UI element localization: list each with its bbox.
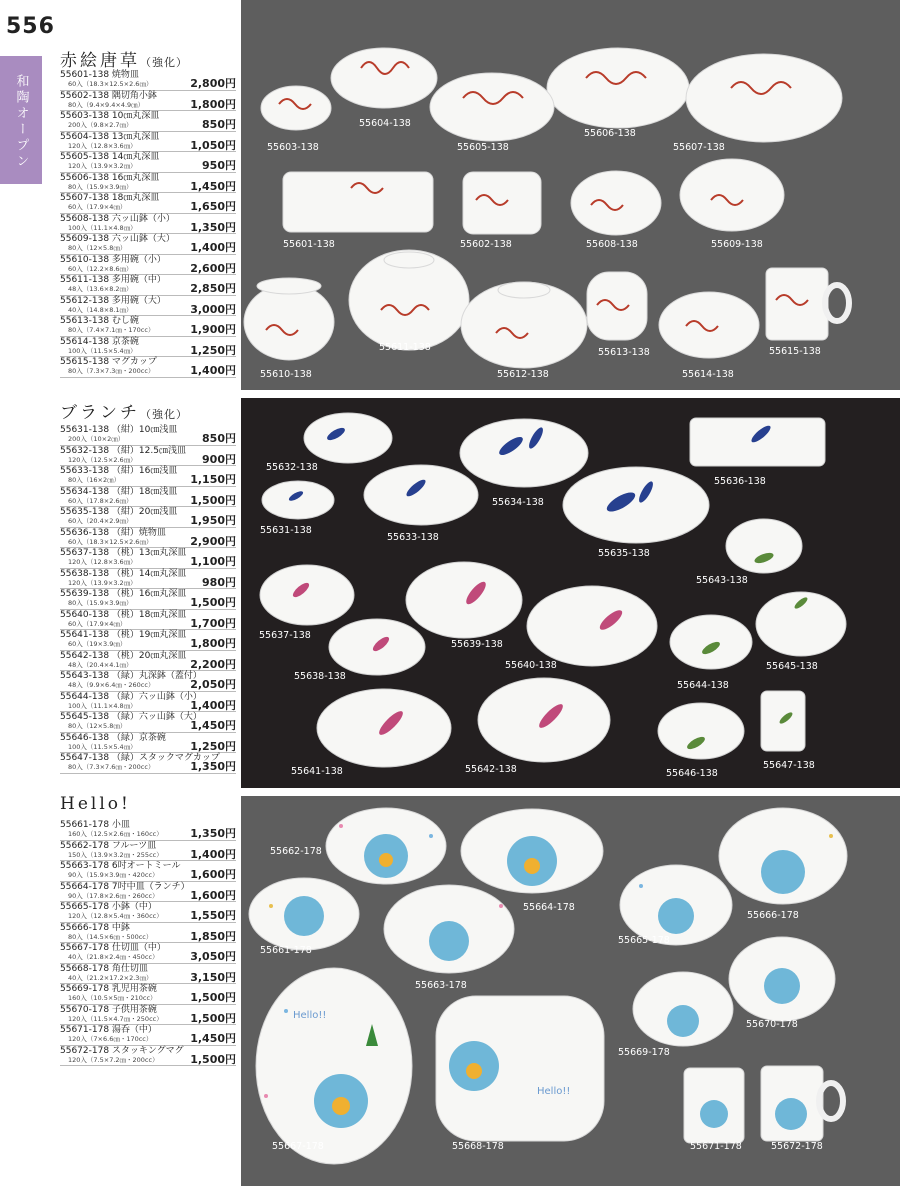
product-name: 55667-178 仕切皿（中） [60,943,166,953]
product-name: 55642-138 （桃）20㎝丸深皿 [60,650,187,661]
product-row [60,132,236,153]
product-name: 55614-138 京茶碗 [60,336,139,347]
divided-plate-55667 [256,968,412,1164]
photo-panel-hello [241,796,900,1186]
product-spec: 40入（14.8×8.1㎝） [68,305,133,314]
product-spec: 160入（12.5×2.6㎝・160cc） [68,830,163,838]
product-price: 900円 [202,452,236,466]
page-number: 556 [6,14,55,39]
product-price: 1,500円 [190,991,236,1004]
bowl-55608 [571,171,661,235]
photo-label: 55605-138 [457,142,509,153]
photo-label: 55668-178 [452,1141,504,1152]
product-name: 55603-138 10㎝丸深皿 [60,111,160,121]
product-spec: 80入（7.3×7.6㎝・200cc） [68,763,155,771]
photo-label: 55608-138 [586,239,638,250]
photo-label: 55631-138 [260,525,312,536]
product-row [60,255,236,276]
product-name: 55666-178 中鉢 [60,922,130,933]
product-name: 55609-138 六ッ山鉢（大） [60,234,175,244]
product-spec: 100入（11.5×5.4㎝） [68,742,137,751]
product-row [60,671,236,692]
product-spec: 120入（13.9×3.2㎝） [68,162,137,170]
product-price: 2,900円 [190,534,236,548]
product-price: 850円 [202,432,236,445]
product-name: 55668-178 角仕切皿 [60,963,148,974]
product-price: 1,450円 [190,719,236,732]
plate-55601 [283,172,433,232]
product-row [60,425,236,446]
product-row [60,152,236,173]
product-spec: 200入（10×2㎝） [68,435,125,443]
photo-label: 55671-178 [690,1141,742,1152]
product-price: 1,500円 [190,1011,236,1025]
product-spec: 60入（19×3.9㎝） [68,640,127,648]
product-price: 1,500円 [190,1052,236,1066]
photo-label: 55638-138 [294,671,346,682]
photo-label: 55645-138 [766,661,818,672]
product-name: 55615-138 マグカップ [60,357,157,367]
product-name: 55645-138 （緑）六ッ山鉢（大） [60,712,202,722]
photo-label: 55633-138 [387,532,439,543]
section-title-branch [60,398,188,423]
product-row [60,733,236,754]
product-row [60,841,236,862]
product-row [60,1025,236,1046]
product-row [60,446,236,467]
product-row [60,984,236,1005]
bowl-55637 [260,565,354,625]
product-row [60,487,236,508]
product-name: 55606-138 16㎝丸深皿 [60,172,160,183]
product-spec: 40入（21.8×2.4㎝・450cc） [68,953,159,961]
photo-label: 55634-138 [492,497,544,508]
product-row [60,861,236,882]
photo-label: 55641-138 [291,766,343,777]
product-price: 980円 [202,575,236,589]
product-name: 55665-178 小鉢（中） [60,902,157,912]
bowl-55604 [331,48,437,108]
photo-label: 55637-138 [259,630,311,641]
product-spec: 80入（15.9×3.9㎝） [68,599,133,607]
product-row [60,589,236,610]
product-price: 2,600円 [190,261,236,275]
product-name: 55638-138 （桃）14㎝丸深皿 [60,568,187,579]
photo-label: 55672-178 [771,1141,823,1152]
photo-label: 55604-138 [359,118,411,129]
product-name: 55661-178 小皿 [60,820,130,830]
product-row [60,943,236,964]
product-spec: 120入（7×6.6㎝・170cc） [68,1035,153,1043]
product-price: 1,350円 [190,220,236,234]
product-row [60,1005,236,1026]
product-row [60,548,236,569]
product-row [60,712,236,733]
photo-label: 55635-138 [598,548,650,559]
lid-55611 [384,252,434,268]
product-spec: 60入（17.8×2.6㎝） [68,496,133,505]
photo-branch-products [241,398,900,788]
product-row [60,357,236,378]
product-row [60,569,236,590]
product-spec: 120入（12.8×3.6㎝） [68,141,137,150]
photo-label: 55643-138 [696,575,748,586]
section-subtitle: （強化） [140,56,188,69]
photo-label: 55663-178 [415,980,467,991]
product-price: 3,150円 [190,970,236,984]
product-price: 1,950円 [190,514,236,527]
product-price: 1,700円 [190,616,236,630]
photo-label: 55609-138 [711,239,763,250]
product-row [60,193,236,214]
bowl-55610 [244,284,334,360]
product-spec: 60入（17.9×4㎝） [68,619,127,628]
photo-akae-products [241,0,900,390]
product-price: 2,850円 [190,282,236,295]
product-name: 55644-138 （緑）六ッ山鉢（小） [60,691,202,702]
photo-label: 55614-138 [682,369,734,380]
product-row [60,466,236,487]
product-name: 55608-138 六ッ山鉢（小） [60,213,175,224]
product-spec: 80入（7.3×7.3㎝・200cc） [68,367,155,375]
product-spec: 200入（9.8×2.7㎝） [68,121,133,129]
product-spec: 60入（20.4×2.9㎝） [68,517,133,525]
photo-label: 55640-138 [505,660,557,671]
product-price: 1,400円 [190,847,236,861]
product-name: 55601-138 焼物皿 [60,70,139,80]
product-price: 1,350円 [190,827,236,840]
product-spec: 100入（11.1×4.8㎝） [68,701,137,710]
product-spec: 80入（12×5.8㎝） [68,244,127,252]
product-name: 55663-178 6吋オートミール [60,861,181,871]
product-price: 1,400円 [190,698,236,712]
product-row [60,753,236,774]
product-list-akae [60,70,236,378]
bowl-55609 [680,159,784,231]
product-row [60,923,236,944]
product-spec: 120入（12.8×3.6㎝） [68,558,137,566]
product-name: 55612-138 多用碗（大） [60,295,166,306]
plate-text: Hello!! [537,1086,571,1097]
product-name: 55662-178 フルーツ皿 [60,840,157,851]
product-name: 55613-138 むし碗 [60,316,139,326]
photo-label: 55661-178 [260,945,312,956]
product-price: 1,100円 [190,555,236,568]
bowl-55639 [406,562,522,638]
product-row [60,651,236,672]
photo-panel-branch [241,398,900,788]
bowl-55606 [547,48,689,128]
photo-label: 55666-178 [747,910,799,921]
product-spec: 120入（12.5×2.6㎝） [68,455,137,464]
bowl-55644 [670,615,752,669]
product-price: 850円 [202,118,236,131]
product-spec: 80入（16×2㎝） [68,476,121,484]
product-spec: 48入（9.9×6.4㎝・260cc） [68,681,155,689]
product-price: 3,050円 [190,950,236,963]
product-spec: 60入（18.3×12.5×2.6㎝） [68,80,153,88]
product-row [60,70,236,91]
photo-panel-akae [241,0,900,390]
photo-label: 55610-138 [260,369,312,380]
product-spec: 80入（15.9×3.9㎝） [68,182,133,191]
product-list-hello [60,820,236,1066]
product-price: 1,500円 [190,596,236,609]
product-price: 1,600円 [190,868,236,881]
product-price: 2,800円 [190,77,236,90]
side-category-tab: 和陶オープン [0,56,42,184]
product-price: 1,450円 [190,179,236,193]
product-spec: 160入（10.5×5㎝・210cc） [68,994,157,1002]
product-price: 1,800円 [190,97,236,111]
section-title-text: ブランチ [60,403,140,423]
product-name: 55636-138 （紺）焼物皿 [60,527,166,538]
product-row [60,820,236,841]
section-title-akae [60,46,188,71]
photo-label: 55644-138 [677,680,729,691]
section-title-hello [60,794,131,814]
product-row [60,882,236,903]
section-title-text: Hello! [60,794,131,814]
photo-label: 55646-138 [666,768,718,779]
product-spec: 60入（18.3×12.5×2.6㎝） [68,537,153,546]
product-name: 55670-178 子供用茶碗 [60,1004,157,1015]
product-price: 1,650円 [190,200,236,213]
product-price: 1,800円 [190,637,236,650]
product-price: 1,850円 [190,929,236,943]
product-name: 55640-138 （桃）18㎝丸深皿 [60,609,187,620]
plate-text: Hello!! [293,1010,327,1021]
product-spec: 80入（14.5×6㎝・500cc） [68,932,153,941]
product-spec: 60入（12.2×8.6㎝） [68,264,133,273]
bowl-55640 [527,586,657,666]
product-row [60,507,236,528]
photo-label: 55606-138 [584,128,636,139]
product-price: 2,200円 [190,657,236,671]
product-price: 1,550円 [190,909,236,922]
bowl-55602 [463,172,541,234]
product-price: 1,600円 [190,888,236,902]
product-name: 55639-138 （桃）16㎝丸深皿 [60,589,187,599]
product-name: 55647-138 （緑）スタックマグカップ [60,753,220,763]
product-price: 1,400円 [190,241,236,254]
product-name: 55607-138 18㎝丸深皿 [60,193,160,203]
product-row [60,296,236,317]
product-row [60,692,236,713]
product-row [60,1046,236,1067]
plate-55636 [690,418,825,466]
product-row [60,528,236,549]
plate-55631 [262,481,334,519]
product-row [60,964,236,985]
product-spec: 100入（11.5×5.4㎝） [68,346,137,355]
product-spec: 90入（15.9×3.9㎝・420cc） [68,871,159,879]
bowl-55605 [430,73,554,141]
product-row [60,234,236,255]
product-row [60,337,236,358]
photo-label: 55636-138 [714,476,766,487]
product-row [60,902,236,923]
product-name: 55646-138 （緑）京茶碗 [60,732,166,743]
product-price: 1,250円 [190,739,236,753]
plate-55635 [563,467,709,543]
product-spec: 48入（13.6×8.2㎝） [68,285,133,293]
product-price: 1,150円 [190,473,236,486]
photo-label: 55670-178 [746,1019,798,1030]
product-row [60,111,236,132]
section-title-text: 赤絵唐草 [60,51,140,71]
product-spec: 120入（12.8×5.4㎝・360cc） [68,912,163,920]
product-spec: 100入（11.1×4.8㎝） [68,223,137,232]
product-price: 950円 [202,159,236,172]
cup-55613 [587,272,647,340]
product-spec: 60入（17.9×4㎝） [68,203,127,211]
product-spec: 120入（13.9×3.2㎝） [68,578,137,587]
product-price: 1,050円 [190,138,236,152]
photo-label: 55662-178 [270,846,322,857]
plate-55634 [460,419,588,487]
product-name: 55611-138 多用碗（中） [60,275,166,285]
photo-label: 55664-178 [523,902,575,913]
photo-label: 55667-178 [272,1141,324,1152]
product-name: 55602-138 隅切角小鉢 [60,90,157,101]
product-name: 55672-178 スタッキングマグ [60,1045,184,1056]
product-name: 55634-138 （紺）18㎝浅皿 [60,486,178,497]
product-price: 1,400円 [190,364,236,377]
product-price: 1,350円 [190,760,236,773]
product-name: 55664-178 7吋中皿（ランチ） [60,881,190,892]
lid-55610 [257,278,321,294]
product-name: 55635-138 （紺）20㎝浅皿 [60,507,178,517]
product-price: 2,050円 [190,678,236,691]
section-subtitle: （強化） [140,408,188,421]
product-row [60,630,236,651]
product-spec: 90入（17.8×2.6㎝・260cc） [68,891,159,900]
product-spec: 120入（11.5×4.7㎝・250cc） [68,1014,163,1023]
photo-label: 55611-138 [379,342,431,353]
product-name: 55643-138 （緑）丸深鉢（蓋付） [60,671,202,681]
product-spec: 80入（7.4×7.1㎝・170cc） [68,326,155,334]
product-name: 55641-138 （桃）19㎝丸深皿 [60,630,187,640]
photo-label: 55612-138 [497,369,549,380]
product-price: 1,250円 [190,343,236,357]
bowl-55646 [658,703,744,759]
product-name: 55631-138 （紺）10㎝浅皿 [60,425,178,435]
product-spec: 120入（7.5×7.2㎝・200cc） [68,1055,159,1064]
product-row [60,91,236,112]
photo-label: 55615-138 [769,346,821,357]
product-row [60,275,236,296]
product-row [60,610,236,631]
product-price: 1,450円 [190,1032,236,1045]
product-name: 55605-138 14㎝丸深皿 [60,152,160,162]
product-price: 3,000円 [190,302,236,316]
product-name: 55604-138 13㎝丸深皿 [60,131,160,142]
photo-label: 55603-138 [267,142,319,153]
bowl-55603 [261,86,331,130]
photo-label: 55613-138 [598,347,650,358]
bowl-55614 [659,292,759,358]
photo-label: 55607-138 [673,142,725,153]
plate-55633 [364,465,478,525]
photo-label: 55601-138 [283,239,335,250]
product-name: 55632-138 （紺）12.5㎝浅皿 [60,445,186,456]
product-name: 55633-138 （紺）16㎝浅皿 [60,466,178,476]
product-price: 1,900円 [190,323,236,336]
product-spec: 40入（21.2×17.2×2.3㎝） [68,973,153,982]
photo-label: 55669-178 [618,1047,670,1058]
product-name: 55669-178 乳児用茶碗 [60,984,157,994]
product-price: 1,500円 [190,493,236,507]
bowl-55607 [686,54,842,142]
product-spec: 80入（9.4×9.4×4.9㎝） [68,100,145,109]
photo-hello-products [241,796,900,1186]
product-row [60,214,236,235]
product-list-branch [60,425,236,774]
product-row [60,316,236,337]
photo-label: 55665-178 [618,935,670,946]
photo-label: 55602-138 [460,239,512,250]
product-spec: 48入（20.4×4.1㎝） [68,660,133,669]
photo-label: 55647-138 [763,760,815,771]
product-name: 55637-138 （桃）13㎝丸深皿 [60,548,187,558]
product-spec: 150入（13.9×3.2㎝・255cc） [68,850,163,859]
photo-label: 55639-138 [451,639,503,650]
photo-label: 55632-138 [266,462,318,473]
photo-label: 55642-138 [465,764,517,775]
bowl-55643 [726,519,802,573]
product-name: 55610-138 多用碗（小） [60,254,166,265]
product-name: 55671-178 湯呑（中） [60,1025,157,1035]
plate-55632 [304,413,392,463]
product-spec: 80入（12×5.8㎝） [68,722,127,730]
lid-55612 [498,282,550,298]
product-row [60,173,236,194]
